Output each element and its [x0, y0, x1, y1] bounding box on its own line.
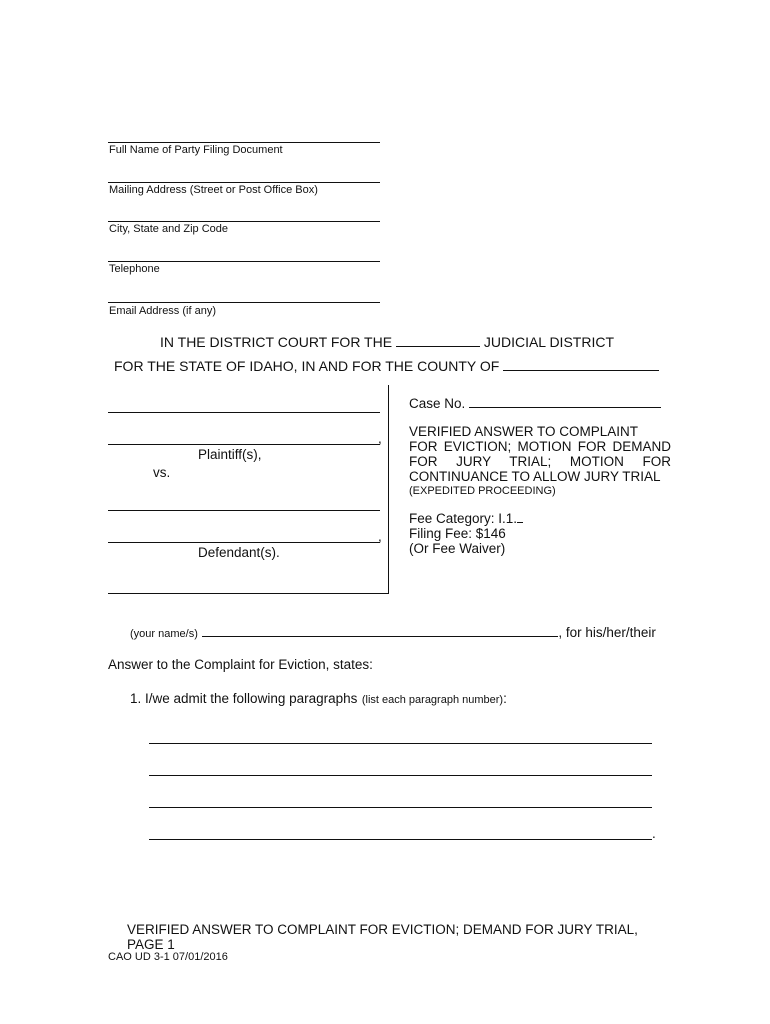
case-no-blank[interactable]: [469, 407, 661, 408]
answer-statement: Answer to the Complaint for Eviction, states:: [108, 657, 373, 672]
vs-label: vs.: [153, 465, 171, 480]
court-heading-line1: [160, 334, 614, 350]
court-line1-b: JUDICIAL DISTRICT: [483, 334, 614, 350]
paragraph-line-2[interactable]: [149, 775, 652, 776]
filing-fee: Filing Fee: $146: [409, 526, 506, 541]
item-1: [130, 690, 507, 708]
city-state-zip-label: City, State and Zip Code: [109, 223, 229, 235]
title-line-1: VERIFIED ANSWER TO COMPLAINT: [409, 424, 639, 439]
fee-info: [409, 511, 523, 556]
fee-waiver: (Or Fee Waiver): [409, 541, 506, 556]
email-line[interactable]: [108, 302, 380, 303]
expedited-subtitle: (EXPEDITED PROCEEDING): [409, 485, 556, 497]
plaintiffs-label: Plaintiff(s),: [198, 447, 262, 462]
your-names-blank[interactable]: [202, 636, 558, 637]
plaintiff-line-2[interactable]: [108, 444, 380, 445]
email-label: Email Address (if any): [109, 305, 216, 317]
title-line-2: FOR EVICTION; MOTION FOR DEMAND: [409, 439, 671, 454]
defendant-line-2[interactable]: [108, 542, 380, 543]
judicial-district-blank[interactable]: [396, 346, 480, 347]
footer-title-line: VERIFIED ANSWER TO COMPLAINT FOR EVICTION; DEMAND FOR JURY TRIAL,: [127, 922, 638, 937]
paragraph-line-3[interactable]: [149, 807, 652, 808]
item-1-text: 1. I/we admit the following paragraphs: [130, 691, 358, 706]
full-name-line[interactable]: [108, 142, 380, 143]
title-line-4: CONTINUANCE TO ALLOW JURY TRIAL: [409, 469, 661, 484]
item-1-colon: :: [503, 691, 507, 706]
form-id: CAO UD 3-1 07/01/2016: [108, 951, 228, 963]
your-names-label: (your name/s): [130, 628, 198, 640]
document-title: [409, 424, 671, 484]
footer-title: [127, 922, 638, 952]
mailing-address-label: Mailing Address (Street or Post Office Box): [109, 184, 318, 196]
paragraph-line-1[interactable]: [149, 743, 652, 744]
fee-category: Fee Category: I.1.: [409, 511, 523, 526]
footer-page: PAGE 1: [127, 937, 175, 952]
plaintiff-line-1[interactable]: [108, 412, 380, 413]
case-no-label: Case No.: [409, 396, 466, 411]
paragraph-period: .: [652, 826, 656, 841]
city-state-zip-line[interactable]: [108, 221, 380, 222]
defendant-comma: ,: [378, 529, 382, 544]
caption-divider: [388, 385, 389, 594]
caption-bottom-rule: [108, 593, 389, 594]
telephone-label: Telephone: [109, 263, 160, 275]
court-line2: FOR THE STATE OF IDAHO, IN AND FOR THE COUNTY OF: [114, 358, 500, 374]
mailing-address-line[interactable]: [108, 182, 380, 183]
court-heading-line2: [114, 358, 659, 374]
court-line1-a: IN THE DISTRICT COURT FOR THE: [160, 334, 393, 350]
item-1-hint: (list each paragraph number): [361, 694, 504, 706]
your-names-row: [130, 624, 656, 642]
case-number-row: [409, 396, 661, 411]
title-line-3: FOR JURY TRIAL; MOTION FOR: [409, 454, 671, 469]
defendants-label: Defendant(s).: [198, 545, 280, 560]
telephone-line[interactable]: [108, 261, 380, 262]
paragraph-line-4[interactable]: [149, 839, 652, 840]
full-name-label: Full Name of Party Filing Document: [109, 144, 283, 156]
defendant-line-1[interactable]: [108, 510, 380, 511]
county-blank[interactable]: [503, 370, 659, 371]
for-his-her-label: , for his/her/their: [558, 625, 656, 640]
plaintiff-comma: ,: [378, 431, 382, 446]
